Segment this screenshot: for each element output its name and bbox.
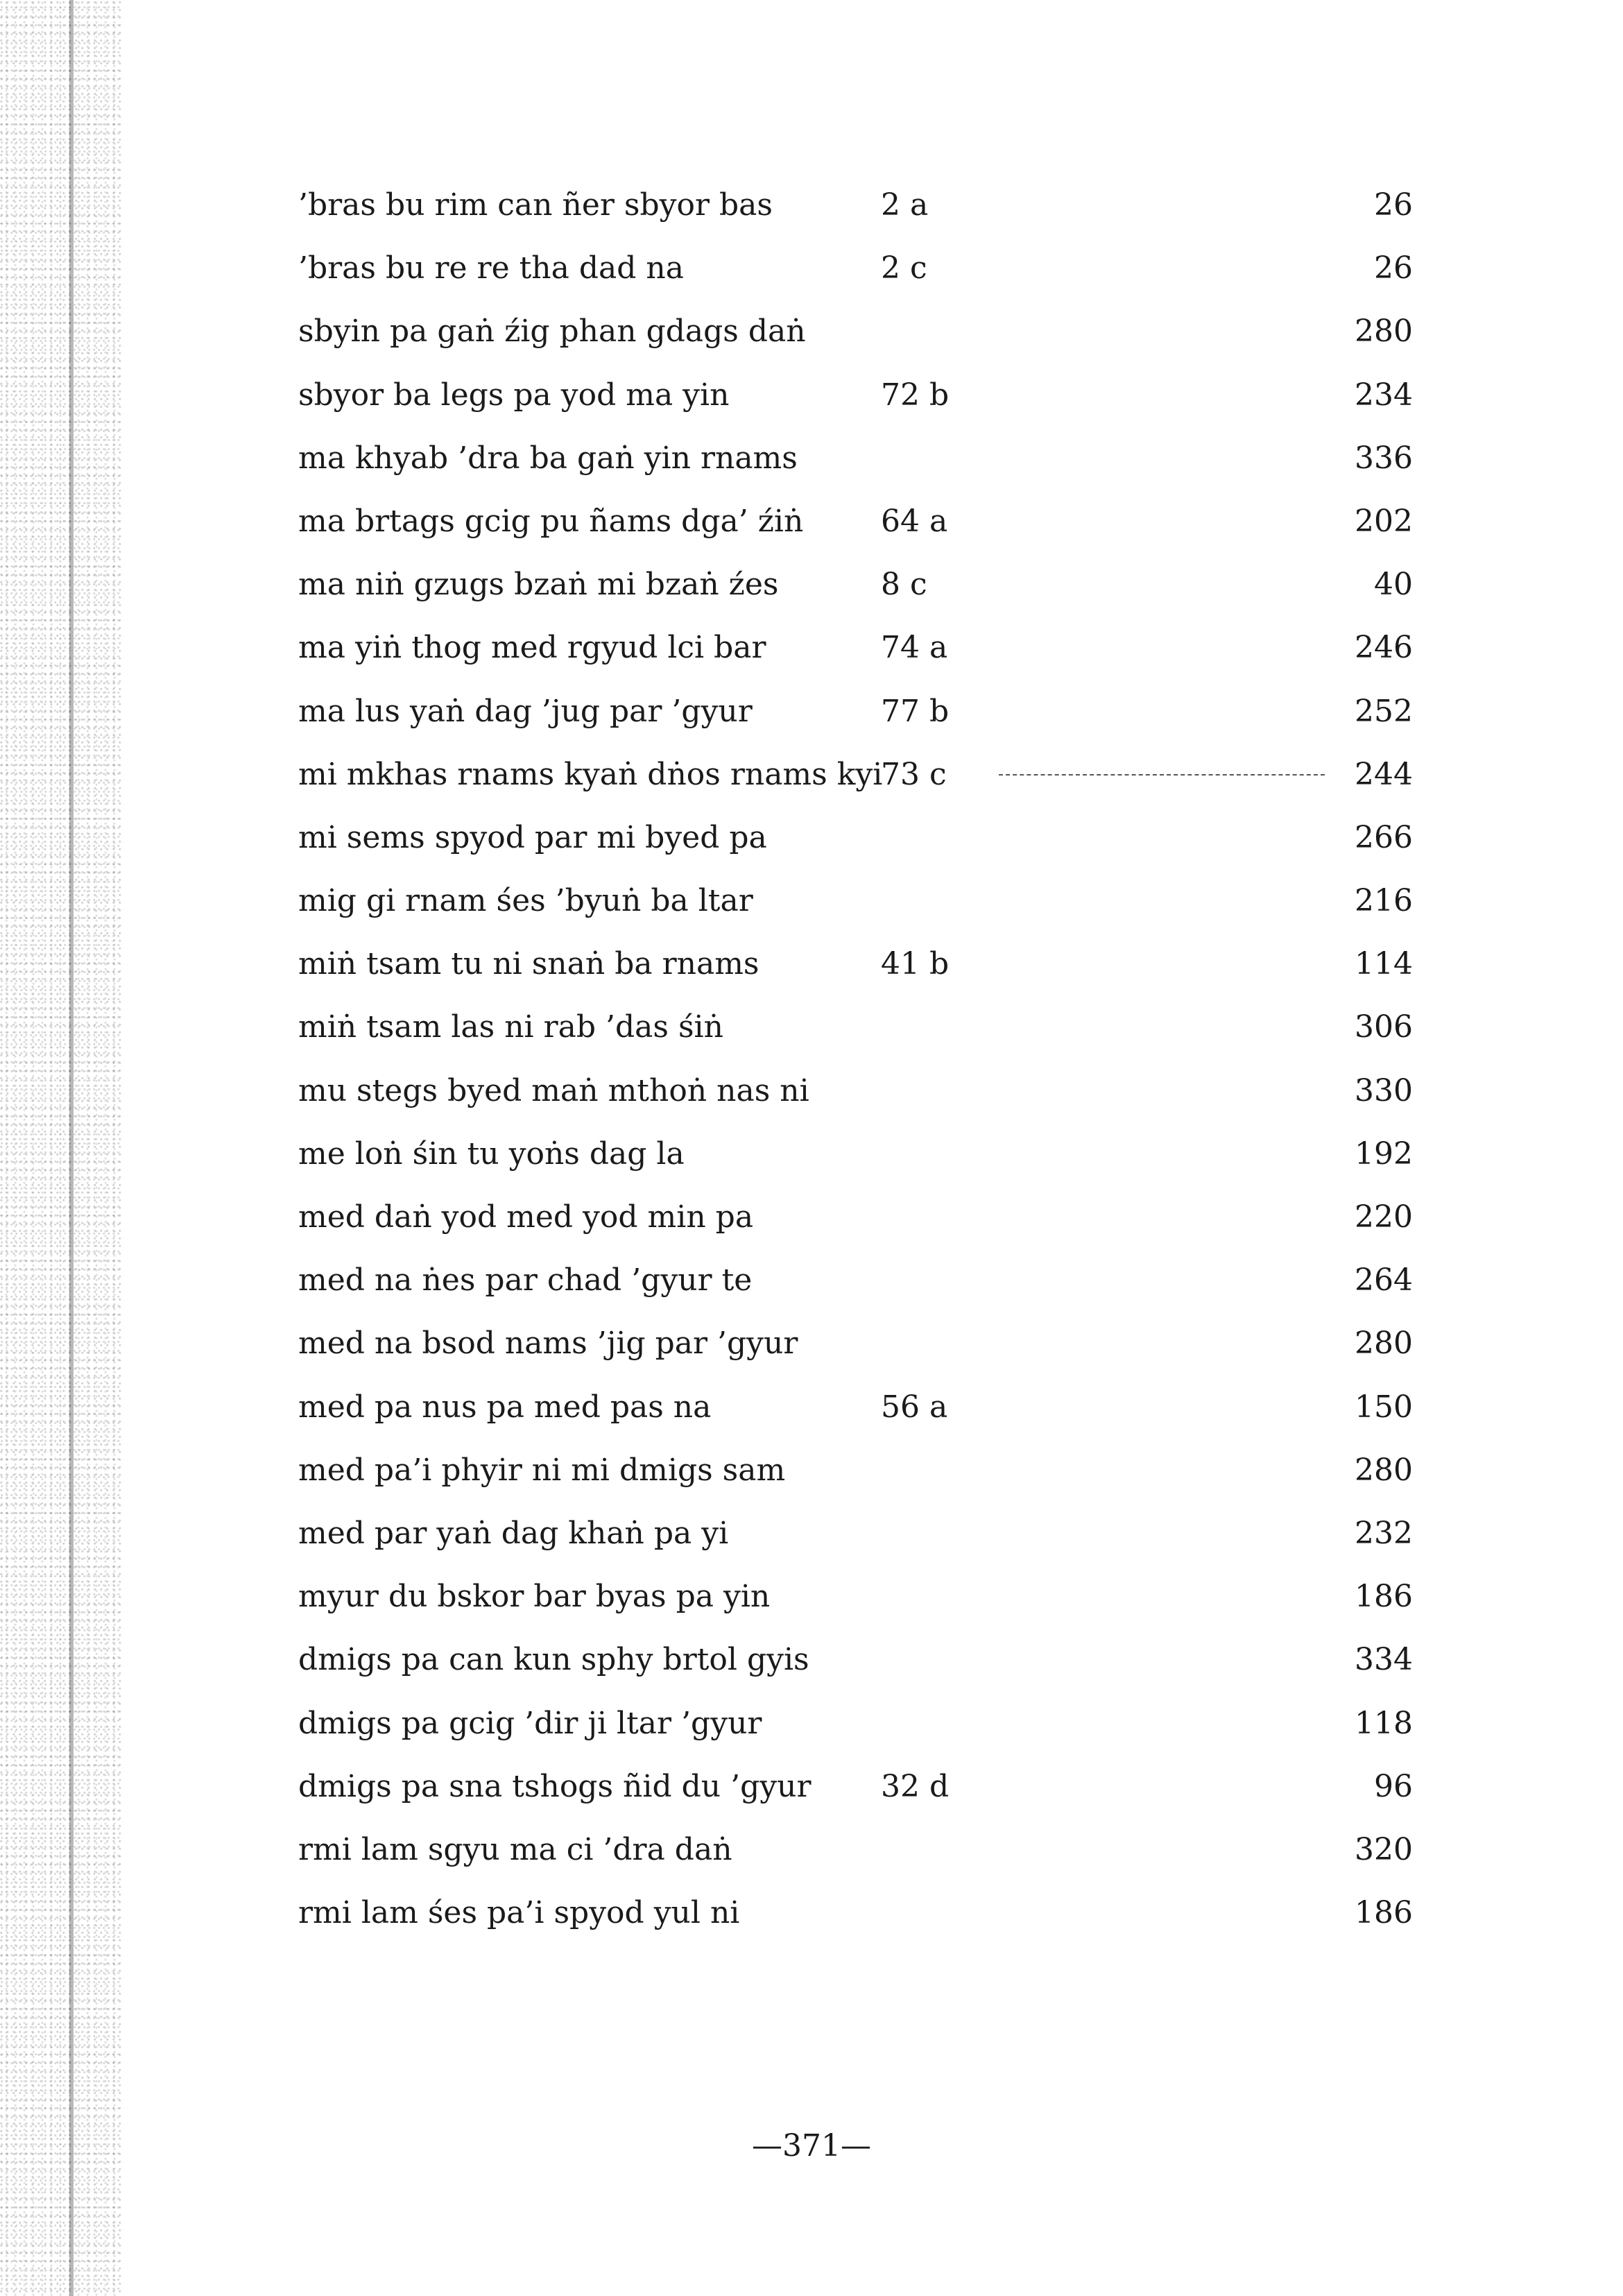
index-term: mig gi rnam śes ’byuṅ ba ltar	[298, 883, 753, 919]
index-term: ma niṅ gzugs bzaṅ mi bzaṅ źes	[298, 567, 779, 603]
index-term: ma lus yaṅ dag ’jug par ’gyur	[298, 693, 753, 729]
index-entry	[0, 237, 1623, 300]
index-reference: 2 a	[881, 187, 929, 223]
index-page-number: 264	[1355, 1262, 1413, 1299]
index-reference: 32 d	[881, 1768, 950, 1804]
index-reference: 8 c	[881, 567, 927, 603]
index-reference: 41 b	[881, 946, 950, 982]
index-entry	[0, 553, 1623, 616]
index-entry	[0, 616, 1623, 679]
index-term: med daṅ yod med yod min pa	[298, 1199, 754, 1235]
index-entry	[0, 1692, 1623, 1755]
index-term: ma brtags gcig pu ñams dga’ źiṅ	[298, 503, 804, 539]
index-page-number: 234	[1355, 377, 1413, 413]
index-reference: 73 c	[881, 756, 947, 792]
index-reference: 72 b	[881, 377, 950, 413]
index-page-number: 220	[1355, 1199, 1413, 1235]
index-page-number: 150	[1355, 1389, 1413, 1425]
index-term: miṅ tsam las ni rab ’das śiṅ	[298, 1009, 723, 1045]
index-page-number: 96	[1374, 1768, 1413, 1804]
index-entry	[0, 300, 1623, 363]
index-term: ’bras bu re re tha dad na	[298, 250, 684, 286]
index-list	[0, 173, 1623, 1944]
index-page-number: 336	[1355, 440, 1413, 476]
index-reference: 56 a	[881, 1389, 948, 1425]
index-term: miṅ tsam tu ni snaṅ ba rnams	[298, 946, 759, 982]
index-entry	[0, 680, 1623, 743]
index-page-number: 26	[1374, 187, 1413, 223]
index-entry	[0, 1376, 1623, 1439]
index-entry	[0, 743, 1623, 806]
index-entry	[0, 1818, 1623, 1881]
index-page-number: 280	[1355, 1326, 1413, 1362]
index-page-number: 280	[1355, 1452, 1413, 1488]
index-page-number: 306	[1355, 1009, 1413, 1045]
index-term: dmigs pa gcig ’dir ji ltar ’gyur	[298, 1705, 762, 1741]
index-term: dmigs pa can kun sphy brtol gyis	[298, 1642, 809, 1678]
index-reference: 2 c	[881, 250, 927, 286]
index-entry	[0, 1185, 1623, 1249]
index-term: ma yiṅ thog med rgyud lci bar	[298, 630, 766, 666]
index-term: mu stegs byed maṅ mthoṅ nas ni	[298, 1072, 809, 1108]
index-term: med par yaṅ dag khaṅ pa yi	[298, 1515, 729, 1551]
index-entry	[0, 363, 1623, 427]
index-page-number: 266	[1355, 819, 1413, 855]
index-page-number: 252	[1355, 693, 1413, 729]
leader-line	[999, 774, 1325, 776]
index-entry	[0, 1312, 1623, 1375]
index-page-number: 40	[1374, 567, 1413, 603]
index-page-number: 186	[1355, 1579, 1413, 1615]
index-entry	[0, 173, 1623, 237]
index-page-number: 192	[1355, 1136, 1413, 1172]
index-term: med pa nus pa med pas na	[298, 1389, 712, 1425]
index-term: myur du bskor bar byas pa yin	[298, 1579, 771, 1615]
index-term: med na ṅes par chad ’gyur te	[298, 1262, 753, 1299]
index-page-number: 118	[1355, 1705, 1413, 1741]
index-term: sbyin pa gaṅ źig phan gdags daṅ	[298, 314, 806, 350]
index-page-number: 280	[1355, 314, 1413, 350]
index-term: me loṅ śin tu yoṅs dag la	[298, 1136, 685, 1172]
index-page-number: 114	[1355, 946, 1413, 982]
index-page-number: 334	[1355, 1642, 1413, 1678]
index-entry	[0, 1502, 1623, 1565]
index-page-number: 330	[1355, 1072, 1413, 1108]
index-page-number: 246	[1355, 630, 1413, 666]
index-term: med na bsod nams ’jig par ’gyur	[298, 1326, 798, 1362]
index-entry	[0, 1628, 1623, 1691]
index-term: ma khyab ’dra ba gaṅ yin rnams	[298, 440, 798, 476]
index-entry	[0, 1881, 1623, 1944]
index-term: sbyor ba legs pa yod ma yin	[298, 377, 730, 413]
index-page-number: 216	[1355, 883, 1413, 919]
index-reference: 74 a	[881, 630, 948, 666]
index-page-number: 244	[1355, 756, 1413, 792]
index-term: dmigs pa sna tshogs ñid du ’gyur	[298, 1768, 812, 1804]
index-reference: 77 b	[881, 693, 950, 729]
index-entry	[0, 806, 1623, 869]
index-entry	[0, 1565, 1623, 1628]
index-term: mi mkhas rnams kyaṅ dṅos rnams kyi	[298, 756, 883, 792]
page-number: —371—	[752, 2128, 871, 2164]
index-entry	[0, 932, 1623, 995]
index-entry	[0, 427, 1623, 490]
index-reference: 64 a	[881, 503, 948, 539]
index-term: mi sems spyod par mi byed pa	[298, 819, 767, 855]
index-entry	[0, 1122, 1623, 1185]
index-page-number: 186	[1355, 1895, 1413, 1931]
index-entry	[0, 1755, 1623, 1818]
index-entry	[0, 1439, 1623, 1502]
index-entry	[0, 1059, 1623, 1122]
index-entry	[0, 1249, 1623, 1312]
index-page-number: 232	[1355, 1515, 1413, 1551]
index-page-number: 320	[1355, 1831, 1413, 1867]
index-term: rmi lam sgyu ma ci ’dra daṅ	[298, 1831, 732, 1867]
index-page-number: 202	[1355, 503, 1413, 539]
index-page-number: 26	[1374, 250, 1413, 286]
index-entry	[0, 869, 1623, 932]
index-entry	[0, 995, 1623, 1059]
index-entry	[0, 490, 1623, 553]
index-term: ’bras bu rim can ñer sbyor bas	[298, 187, 773, 223]
index-term: rmi lam śes pa’i spyod yul ni	[298, 1895, 740, 1931]
index-term: med pa’i phyir ni mi dmigs sam	[298, 1452, 786, 1488]
